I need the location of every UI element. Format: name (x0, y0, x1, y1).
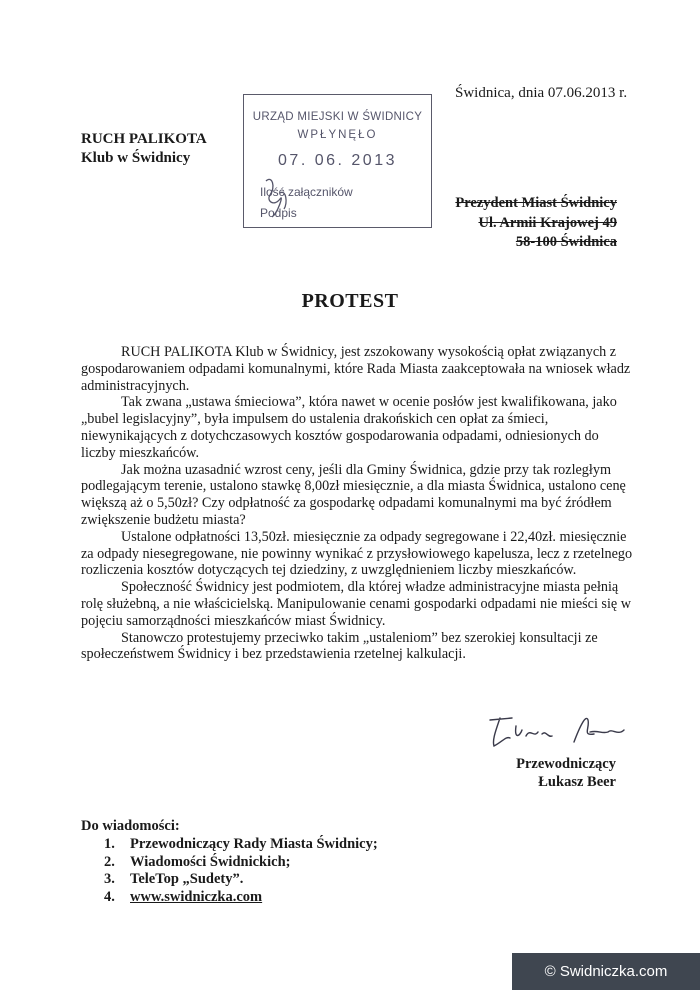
signer-role: Przewodniczący (516, 756, 616, 772)
signer-block (516, 755, 616, 791)
sender-block (81, 130, 207, 168)
list-item: 3. TeleTop „Sudety”. (104, 871, 244, 887)
sender-club: Klub w Świdnicy (81, 150, 191, 166)
handwritten-signature (482, 706, 632, 754)
stamp-date: 07. 06. 2013 (278, 152, 397, 169)
website-link[interactable]: www.swidniczka.com (130, 888, 263, 905)
recipient-name: Prezydent Miast Świdnicy (455, 195, 617, 211)
paragraph-6: Stanowczo protestujemy przeciwko takim „ustaleniom” bez szerokiej konsultacji ze społeczeństwem Świdnicy i bez przedstawienia rzetelnej kalkulacji. (81, 629, 598, 663)
stamp-office: URZĄD MIEJSKI W ŚWIDNICY (252, 111, 423, 123)
paragraph-5: Społeczność Świdnicy jest podmiotem, dla której władze administracyjne miasta pełnią rolę służebną, a nie właścicielską. Manipulowanie cenami gospodarki odpadami nie mieści się w pojęciu samorządności mieszkańców miast Świdnicy. (81, 579, 631, 629)
paragraph-3: Jak można uzasadnić wzrost ceny, jeśli dla Gminy Świdnica, gdzie przy tak rozległym podlegającym terenie, ustalono stawkę 8,00zł miesięcznie, a dla miasta Świdnica, ustalono cenę większą aż o 5,50zł? Czy odpłatność za gospodarkę odpadami komunalnymi ma być źródłem zwiększenie budżetu miasta? (81, 461, 626, 528)
recipient-street: Ul. Armii Krajowej 49 (478, 214, 617, 231)
document-title: PROTEST (301, 290, 399, 312)
stamp-attachments: Ilość załączników (260, 185, 353, 199)
signer-name: Łukasz Beer (538, 774, 616, 790)
paragraph-4: Ustalone odpłatności 13,50zł. miesięcznie za odpady segregowane i 22,40zł. miesięcznie za odpady niesegregowane, nie powinny wynikać z przysłowiowego kapelusza, lecz z rzetelnego rozliczenia kosztów dotyczących tej dziedziny, z uwzględnieniem liczby mieszkańców. (81, 528, 633, 579)
list-item: 4. www.swidniczka.com (104, 888, 263, 905)
sender-name: RUCH PALIKOTA (81, 131, 207, 147)
recipient-block (455, 194, 617, 253)
list-item: 2. Wiadomości Świdnickich; (104, 853, 291, 870)
watermark: © Swidniczka.com (512, 953, 700, 990)
stamp-received: WPŁYNĘŁO (297, 129, 378, 141)
cc-list (104, 836, 378, 906)
stamp-signature-label: Podpis (260, 206, 297, 220)
list-item: 1. Przewodniczący Rady Miasta Świdnicy; (104, 836, 378, 852)
letter-body (81, 344, 633, 663)
paragraph-1: RUCH PALIKOTA Klub w Świdnicy, jest zszokowany wysokością opłat związanych z gospodarowaniem odpadami komunalnymi, które Rada Miasta zaakceptowała na wniosek władz administracyjnych. (81, 344, 631, 394)
receipt-stamp (243, 94, 432, 228)
paragraph-2: Tak zwana „ustawa śmieciowa”, która nawet w ocenie posłów jest kwalifikowana, jako „bubel legislacyjny”, była impulsem do ustalenia drakońskich cen opłat za śmieci, niewynikających z dotychczasowych kosztów gospodarowania odpadami, odniesionych do liczby mieszkańców. (81, 394, 617, 461)
date-line: Świdnica, dnia 07.06.2013 r. (455, 85, 628, 101)
cc-heading: Do wiadomości: (81, 818, 180, 834)
recipient-city: 58-100 Świdnica (515, 234, 617, 250)
